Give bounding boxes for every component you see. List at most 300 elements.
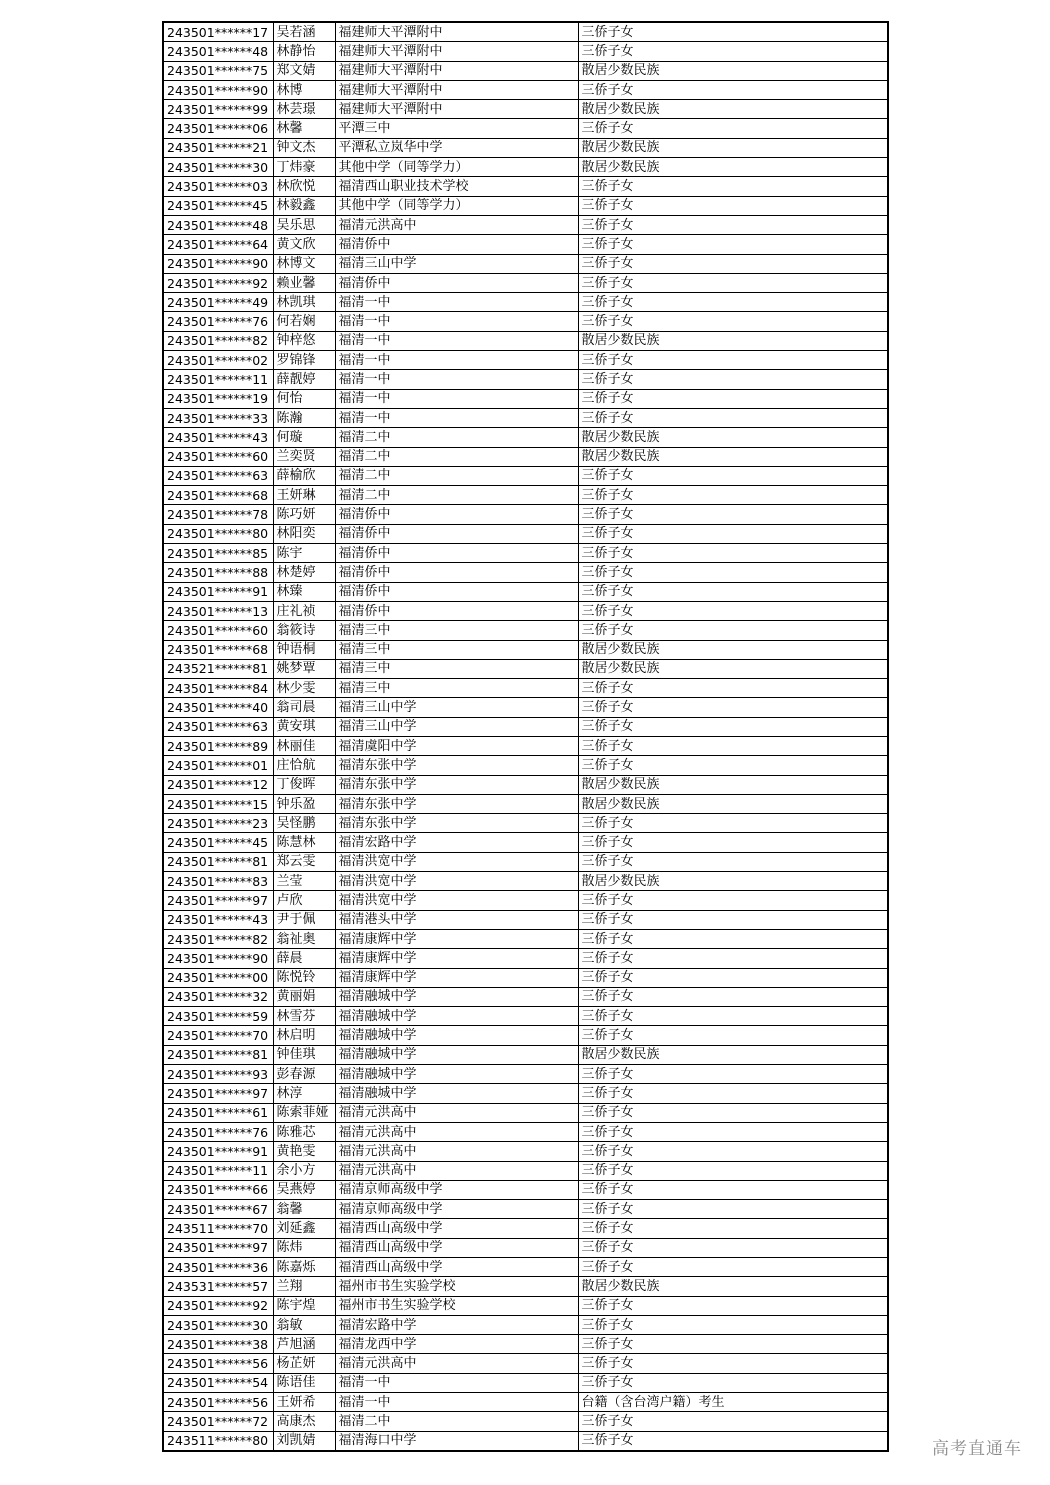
category-cell: 三侨子女 xyxy=(578,1122,888,1141)
school-cell: 福清西山高级中学 xyxy=(335,1238,578,1257)
category-cell: 三侨子女 xyxy=(578,1258,888,1277)
school-cell: 福清京师高级中学 xyxy=(335,1200,578,1219)
student-id-cell: 243501******00 xyxy=(163,968,273,987)
student-name-cell: 杨芷妍 xyxy=(273,1354,335,1373)
student-id-cell: 243501******45 xyxy=(163,833,273,852)
student-id-cell: 243501******66 xyxy=(163,1180,273,1199)
school-cell: 福清洪宽中学 xyxy=(335,872,578,891)
table-row xyxy=(163,1007,888,1026)
student-id-cell: 243501******82 xyxy=(163,331,273,350)
student-name-cell: 陈宇煌 xyxy=(273,1296,335,1315)
student-name-cell: 林阳奕 xyxy=(273,524,335,543)
student-name-cell: 王妍希 xyxy=(273,1393,335,1412)
student-id-cell: 243511******70 xyxy=(163,1219,273,1238)
school-cell: 福清元洪高中 xyxy=(335,1354,578,1373)
student-name-cell: 陈语佳 xyxy=(273,1373,335,1392)
table-row xyxy=(163,80,888,99)
student-name-cell: 黄艳雯 xyxy=(273,1142,335,1161)
student-id-cell: 243501******78 xyxy=(163,505,273,524)
category-cell: 三侨子女 xyxy=(578,717,888,736)
student-name-cell: 庄恰航 xyxy=(273,756,335,775)
school-cell: 福清元洪高中 xyxy=(335,1103,578,1122)
student-name-cell: 钟文杰 xyxy=(273,138,335,157)
table-row xyxy=(163,1084,888,1103)
student-name-cell: 郑云雯 xyxy=(273,852,335,871)
student-id-cell: 243501******68 xyxy=(163,486,273,505)
category-cell: 三侨子女 xyxy=(578,486,888,505)
school-cell: 福清康辉中学 xyxy=(335,929,578,948)
category-cell: 散居少数民族 xyxy=(578,447,888,466)
category-cell: 三侨子女 xyxy=(578,679,888,698)
school-cell: 福清一中 xyxy=(335,1373,578,1392)
student-id-cell: 243501******92 xyxy=(163,1296,273,1315)
category-cell: 三侨子女 xyxy=(578,1142,888,1161)
category-cell: 三侨子女 xyxy=(578,1335,888,1354)
student-name-cell: 陈瀚 xyxy=(273,408,335,427)
category-cell: 三侨子女 xyxy=(578,563,888,582)
student-id-cell: 243501******48 xyxy=(163,42,273,61)
table-row xyxy=(163,582,888,601)
school-cell: 福清三山中学 xyxy=(335,717,578,736)
school-cell: 福清侨中 xyxy=(335,505,578,524)
school-cell: 福建师大平潭附中 xyxy=(335,80,578,99)
school-cell: 福清一中 xyxy=(335,370,578,389)
table-row xyxy=(163,177,888,196)
category-cell: 三侨子女 xyxy=(578,949,888,968)
category-cell: 三侨子女 xyxy=(578,852,888,871)
student-id-cell: 243501******38 xyxy=(163,1335,273,1354)
school-cell: 福建师大平潭附中 xyxy=(335,22,578,42)
table-row xyxy=(163,756,888,775)
student-name-cell: 尹于佩 xyxy=(273,910,335,929)
student-id-cell: 243501******81 xyxy=(163,1045,273,1064)
student-name-cell: 吴乐思 xyxy=(273,215,335,234)
table-row xyxy=(163,640,888,659)
student-name-cell: 林丽佳 xyxy=(273,736,335,755)
category-cell: 三侨子女 xyxy=(578,1103,888,1122)
school-cell: 福清虞阳中学 xyxy=(335,736,578,755)
school-cell: 福清融城中学 xyxy=(335,1065,578,1084)
school-cell: 福州市书生实验学校 xyxy=(335,1277,578,1296)
student-name-cell: 钟佳琪 xyxy=(273,1045,335,1064)
category-cell: 三侨子女 xyxy=(578,1065,888,1084)
school-cell: 福清洪宽中学 xyxy=(335,891,578,910)
table-row xyxy=(163,428,888,447)
table-row xyxy=(163,736,888,755)
school-cell: 福建师大平潭附中 xyxy=(335,61,578,80)
student-id-cell: 243501******11 xyxy=(163,1161,273,1180)
table-row xyxy=(163,22,888,42)
student-id-cell: 243501******03 xyxy=(163,177,273,196)
table-row xyxy=(163,1373,888,1392)
student-name-cell: 高康杰 xyxy=(273,1412,335,1431)
student-name-cell: 吴燕婷 xyxy=(273,1180,335,1199)
table-row xyxy=(163,273,888,292)
category-cell: 散居少数民族 xyxy=(578,331,888,350)
student-id-cell: 243501******99 xyxy=(163,100,273,119)
school-cell: 福清西山高级中学 xyxy=(335,1219,578,1238)
category-cell: 三侨子女 xyxy=(578,1219,888,1238)
school-cell: 福清一中 xyxy=(335,408,578,427)
category-cell: 三侨子女 xyxy=(578,273,888,292)
school-cell: 福清西山职业技术学校 xyxy=(335,177,578,196)
student-name-cell: 翁馨 xyxy=(273,1200,335,1219)
table-row xyxy=(163,717,888,736)
student-id-cell: 243501******48 xyxy=(163,215,273,234)
school-cell: 平潭三中 xyxy=(335,119,578,138)
school-cell: 福建师大平潭附中 xyxy=(335,42,578,61)
school-cell: 福清元洪高中 xyxy=(335,1161,578,1180)
school-cell: 福建师大平潭附中 xyxy=(335,100,578,119)
watermark-text: 高考直通车 xyxy=(932,1439,1022,1459)
student-name-cell: 陈嘉烁 xyxy=(273,1258,335,1277)
student-id-cell: 243501******23 xyxy=(163,814,273,833)
category-cell: 三侨子女 xyxy=(578,1354,888,1373)
table-row xyxy=(163,1412,888,1431)
student-id-cell: 243501******82 xyxy=(163,929,273,948)
school-cell: 福清一中 xyxy=(335,351,578,370)
student-id-cell: 243501******12 xyxy=(163,775,273,794)
category-cell: 三侨子女 xyxy=(578,1084,888,1103)
category-cell: 三侨子女 xyxy=(578,833,888,852)
student-id-cell: 243501******21 xyxy=(163,138,273,157)
student-name-cell: 林博 xyxy=(273,80,335,99)
category-cell: 散居少数民族 xyxy=(578,428,888,447)
table-row xyxy=(163,293,888,312)
table-row xyxy=(163,1238,888,1257)
school-cell: 福清二中 xyxy=(335,428,578,447)
student-name-cell: 陈慧林 xyxy=(273,833,335,852)
student-name-cell: 丁俊晖 xyxy=(273,775,335,794)
student-id-cell: 243501******15 xyxy=(163,794,273,813)
table-row xyxy=(163,1065,888,1084)
student-name-cell: 林淳 xyxy=(273,1084,335,1103)
category-cell: 三侨子女 xyxy=(578,1026,888,1045)
student-id-cell: 243501******54 xyxy=(163,1373,273,1392)
student-name-cell: 王妍琳 xyxy=(273,486,335,505)
category-cell: 散居少数民族 xyxy=(578,1045,888,1064)
category-cell: 三侨子女 xyxy=(578,1200,888,1219)
student-id-cell: 243501******32 xyxy=(163,987,273,1006)
category-cell: 三侨子女 xyxy=(578,408,888,427)
table-row xyxy=(163,794,888,813)
student-name-cell: 林少雯 xyxy=(273,679,335,698)
category-cell: 三侨子女 xyxy=(578,370,888,389)
table-row xyxy=(163,775,888,794)
student-id-cell: 243501******97 xyxy=(163,1238,273,1257)
student-id-cell: 243501******45 xyxy=(163,196,273,215)
table-row xyxy=(163,563,888,582)
student-name-cell: 钟乐盈 xyxy=(273,794,335,813)
student-id-cell: 243501******59 xyxy=(163,1007,273,1026)
student-name-cell: 彭春源 xyxy=(273,1065,335,1084)
school-cell: 福清东张中学 xyxy=(335,775,578,794)
student-name-cell: 丁炜豪 xyxy=(273,158,335,177)
table-row xyxy=(163,949,888,968)
student-id-cell: 243501******76 xyxy=(163,312,273,331)
school-cell: 福清东张中学 xyxy=(335,794,578,813)
category-cell: 三侨子女 xyxy=(578,1412,888,1431)
category-cell: 三侨子女 xyxy=(578,1180,888,1199)
category-cell: 三侨子女 xyxy=(578,621,888,640)
table-row xyxy=(163,158,888,177)
table-row xyxy=(163,679,888,698)
school-cell: 福清侨中 xyxy=(335,601,578,620)
student-id-cell: 243501******83 xyxy=(163,872,273,891)
student-name-cell: 罗锦锋 xyxy=(273,351,335,370)
table-row xyxy=(163,466,888,485)
student-name-cell: 林欣悦 xyxy=(273,177,335,196)
category-cell: 三侨子女 xyxy=(578,196,888,215)
table-row xyxy=(163,1296,888,1315)
student-id-cell: 243501******75 xyxy=(163,61,273,80)
student-id-cell: 243501******63 xyxy=(163,717,273,736)
student-name-cell: 林馨 xyxy=(273,119,335,138)
table-row xyxy=(163,408,888,427)
school-cell: 福清东张中学 xyxy=(335,756,578,775)
school-cell: 福清一中 xyxy=(335,331,578,350)
student-name-cell: 兰翔 xyxy=(273,1277,335,1296)
table-row xyxy=(163,698,888,717)
category-cell: 三侨子女 xyxy=(578,601,888,620)
category-cell: 三侨子女 xyxy=(578,80,888,99)
category-cell: 散居少数民族 xyxy=(578,138,888,157)
school-cell: 福清侨中 xyxy=(335,235,578,254)
school-cell: 福清融城中学 xyxy=(335,1026,578,1045)
student-id-cell: 243501******19 xyxy=(163,389,273,408)
student-name-cell: 吴若涵 xyxy=(273,22,335,42)
school-cell: 福清一中 xyxy=(335,312,578,331)
category-cell: 三侨子女 xyxy=(578,1007,888,1026)
student-id-cell: 243501******40 xyxy=(163,698,273,717)
school-cell: 福清三中 xyxy=(335,679,578,698)
school-cell: 福清侨中 xyxy=(335,582,578,601)
category-cell: 三侨子女 xyxy=(578,22,888,42)
school-cell: 福清三山中学 xyxy=(335,254,578,273)
student-id-cell: 243521******81 xyxy=(163,659,273,678)
student-name-cell: 卢欣 xyxy=(273,891,335,910)
category-cell: 散居少数民族 xyxy=(578,794,888,813)
table-row xyxy=(163,1431,888,1451)
student-name-cell: 吴怪鹏 xyxy=(273,814,335,833)
table-row xyxy=(163,61,888,80)
school-cell: 福清东张中学 xyxy=(335,814,578,833)
table-row xyxy=(163,929,888,948)
student-name-cell: 陈索菲娅 xyxy=(273,1103,335,1122)
student-name-cell: 林楚婷 xyxy=(273,563,335,582)
category-cell: 散居少数民族 xyxy=(578,61,888,80)
category-cell: 三侨子女 xyxy=(578,1431,888,1451)
table-row xyxy=(163,1258,888,1277)
student-name-cell: 姚梦覃 xyxy=(273,659,335,678)
category-cell: 三侨子女 xyxy=(578,177,888,196)
student-id-cell: 243501******76 xyxy=(163,1122,273,1141)
category-cell: 三侨子女 xyxy=(578,466,888,485)
student-name-cell: 薛靓婷 xyxy=(273,370,335,389)
category-cell: 三侨子女 xyxy=(578,1315,888,1334)
category-cell: 散居少数民族 xyxy=(578,659,888,678)
table-row xyxy=(163,196,888,215)
school-cell: 福清三中 xyxy=(335,621,578,640)
student-name-cell: 翁筱诗 xyxy=(273,621,335,640)
table-row xyxy=(163,370,888,389)
table-row xyxy=(163,1142,888,1161)
table-row xyxy=(163,1161,888,1180)
school-cell: 福清二中 xyxy=(335,466,578,485)
student-id-cell: 243501******81 xyxy=(163,852,273,871)
school-cell: 福清宏路中学 xyxy=(335,1315,578,1334)
table-row xyxy=(163,1103,888,1122)
student-id-cell: 243501******56 xyxy=(163,1393,273,1412)
student-id-cell: 243501******63 xyxy=(163,466,273,485)
category-cell: 三侨子女 xyxy=(578,1373,888,1392)
student-name-cell: 薛晨 xyxy=(273,949,335,968)
student-id-cell: 243501******33 xyxy=(163,408,273,427)
table-row xyxy=(163,486,888,505)
table-row xyxy=(163,389,888,408)
category-cell: 三侨子女 xyxy=(578,505,888,524)
student-name-cell: 陈宇 xyxy=(273,544,335,563)
table-row xyxy=(163,1315,888,1334)
category-cell: 散居少数民族 xyxy=(578,775,888,794)
student-name-cell: 翁祉奥 xyxy=(273,929,335,948)
student-name-cell: 刘凯婧 xyxy=(273,1431,335,1451)
table-row xyxy=(163,814,888,833)
student-name-cell: 赖业馨 xyxy=(273,273,335,292)
student-id-cell: 243501******17 xyxy=(163,22,273,42)
student-id-cell: 243501******67 xyxy=(163,1200,273,1219)
category-cell: 三侨子女 xyxy=(578,254,888,273)
student-name-cell: 何若娴 xyxy=(273,312,335,331)
student-name-cell: 钟梓悠 xyxy=(273,331,335,350)
student-id-cell: 243501******61 xyxy=(163,1103,273,1122)
student-name-cell: 钟语桐 xyxy=(273,640,335,659)
category-cell: 三侨子女 xyxy=(578,351,888,370)
student-id-cell: 243501******13 xyxy=(163,601,273,620)
school-cell: 福清洪宽中学 xyxy=(335,852,578,871)
student-name-cell: 林博文 xyxy=(273,254,335,273)
student-id-cell: 243501******60 xyxy=(163,447,273,466)
student-id-cell: 243501******56 xyxy=(163,1354,273,1373)
student-name-cell: 黄丽娟 xyxy=(273,987,335,1006)
category-cell: 三侨子女 xyxy=(578,756,888,775)
school-cell: 福清一中 xyxy=(335,1393,578,1412)
school-cell: 福清京师高级中学 xyxy=(335,1180,578,1199)
student-name-cell: 陈悦铃 xyxy=(273,968,335,987)
school-cell: 平潭私立岚华中学 xyxy=(335,138,578,157)
school-cell: 福清侨中 xyxy=(335,524,578,543)
student-roster-table xyxy=(162,21,889,1452)
student-id-cell: 243531******57 xyxy=(163,1277,273,1296)
school-cell: 福清元洪高中 xyxy=(335,1122,578,1141)
student-id-cell: 243501******80 xyxy=(163,524,273,543)
student-id-cell: 243501******92 xyxy=(163,273,273,292)
table-row xyxy=(163,872,888,891)
student-name-cell: 陈巧妍 xyxy=(273,505,335,524)
student-name-cell: 何璇 xyxy=(273,428,335,447)
category-cell: 三侨子女 xyxy=(578,814,888,833)
category-cell: 三侨子女 xyxy=(578,42,888,61)
table-row xyxy=(163,447,888,466)
school-cell: 福清元洪高中 xyxy=(335,215,578,234)
student-id-cell: 243501******43 xyxy=(163,428,273,447)
student-name-cell: 芦旭涵 xyxy=(273,1335,335,1354)
table-row xyxy=(163,312,888,331)
student-id-cell: 243501******68 xyxy=(163,640,273,659)
student-name-cell: 陈炜 xyxy=(273,1238,335,1257)
student-id-cell: 243501******43 xyxy=(163,910,273,929)
student-id-cell: 243501******36 xyxy=(163,1258,273,1277)
category-cell: 台籍（含台湾户籍）考生 xyxy=(578,1393,888,1412)
category-cell: 三侨子女 xyxy=(578,910,888,929)
category-cell: 三侨子女 xyxy=(578,524,888,543)
table-row xyxy=(163,910,888,929)
student-id-cell: 243501******85 xyxy=(163,544,273,563)
school-cell: 福清一中 xyxy=(335,389,578,408)
category-cell: 三侨子女 xyxy=(578,1296,888,1315)
category-cell: 三侨子女 xyxy=(578,389,888,408)
category-cell: 散居少数民族 xyxy=(578,640,888,659)
table-row xyxy=(163,1277,888,1296)
student-name-cell: 翁司晨 xyxy=(273,698,335,717)
student-id-cell: 243501******90 xyxy=(163,254,273,273)
table-row xyxy=(163,968,888,987)
student-name-cell: 刘延鑫 xyxy=(273,1219,335,1238)
category-cell: 三侨子女 xyxy=(578,929,888,948)
category-cell: 三侨子女 xyxy=(578,235,888,254)
table-row xyxy=(163,524,888,543)
school-cell: 福清二中 xyxy=(335,1412,578,1431)
category-cell: 三侨子女 xyxy=(578,215,888,234)
table-row xyxy=(163,42,888,61)
table-row xyxy=(163,891,888,910)
table-row xyxy=(163,100,888,119)
student-name-cell: 余小方 xyxy=(273,1161,335,1180)
category-cell: 三侨子女 xyxy=(578,544,888,563)
table-row xyxy=(163,1180,888,1199)
table-row xyxy=(163,659,888,678)
student-id-cell: 243501******11 xyxy=(163,370,273,389)
table-row xyxy=(163,254,888,273)
category-cell: 散居少数民族 xyxy=(578,872,888,891)
school-cell: 福清龙西中学 xyxy=(335,1335,578,1354)
student-id-cell: 243501******91 xyxy=(163,582,273,601)
student-name-cell: 翁敏 xyxy=(273,1315,335,1334)
student-id-cell: 243501******01 xyxy=(163,756,273,775)
school-cell: 福清元洪高中 xyxy=(335,1142,578,1161)
table-row xyxy=(163,1200,888,1219)
student-id-cell: 243501******88 xyxy=(163,563,273,582)
student-name-cell: 林启明 xyxy=(273,1026,335,1045)
student-name-cell: 黄安琪 xyxy=(273,717,335,736)
student-name-cell: 薛榆欣 xyxy=(273,466,335,485)
student-name-cell: 何怡 xyxy=(273,389,335,408)
student-name-cell: 林雪芬 xyxy=(273,1007,335,1026)
school-cell: 福清港头中学 xyxy=(335,910,578,929)
table-row xyxy=(163,1122,888,1141)
student-name-cell: 郑文婧 xyxy=(273,61,335,80)
student-name-cell: 林凯琪 xyxy=(273,293,335,312)
student-id-cell: 243501******84 xyxy=(163,679,273,698)
category-cell: 三侨子女 xyxy=(578,736,888,755)
school-cell: 福清一中 xyxy=(335,293,578,312)
category-cell: 三侨子女 xyxy=(578,698,888,717)
category-cell: 三侨子女 xyxy=(578,312,888,331)
student-name-cell: 庄礼祯 xyxy=(273,601,335,620)
student-name-cell: 林臻 xyxy=(273,582,335,601)
student-id-cell: 243501******89 xyxy=(163,736,273,755)
category-cell: 三侨子女 xyxy=(578,891,888,910)
